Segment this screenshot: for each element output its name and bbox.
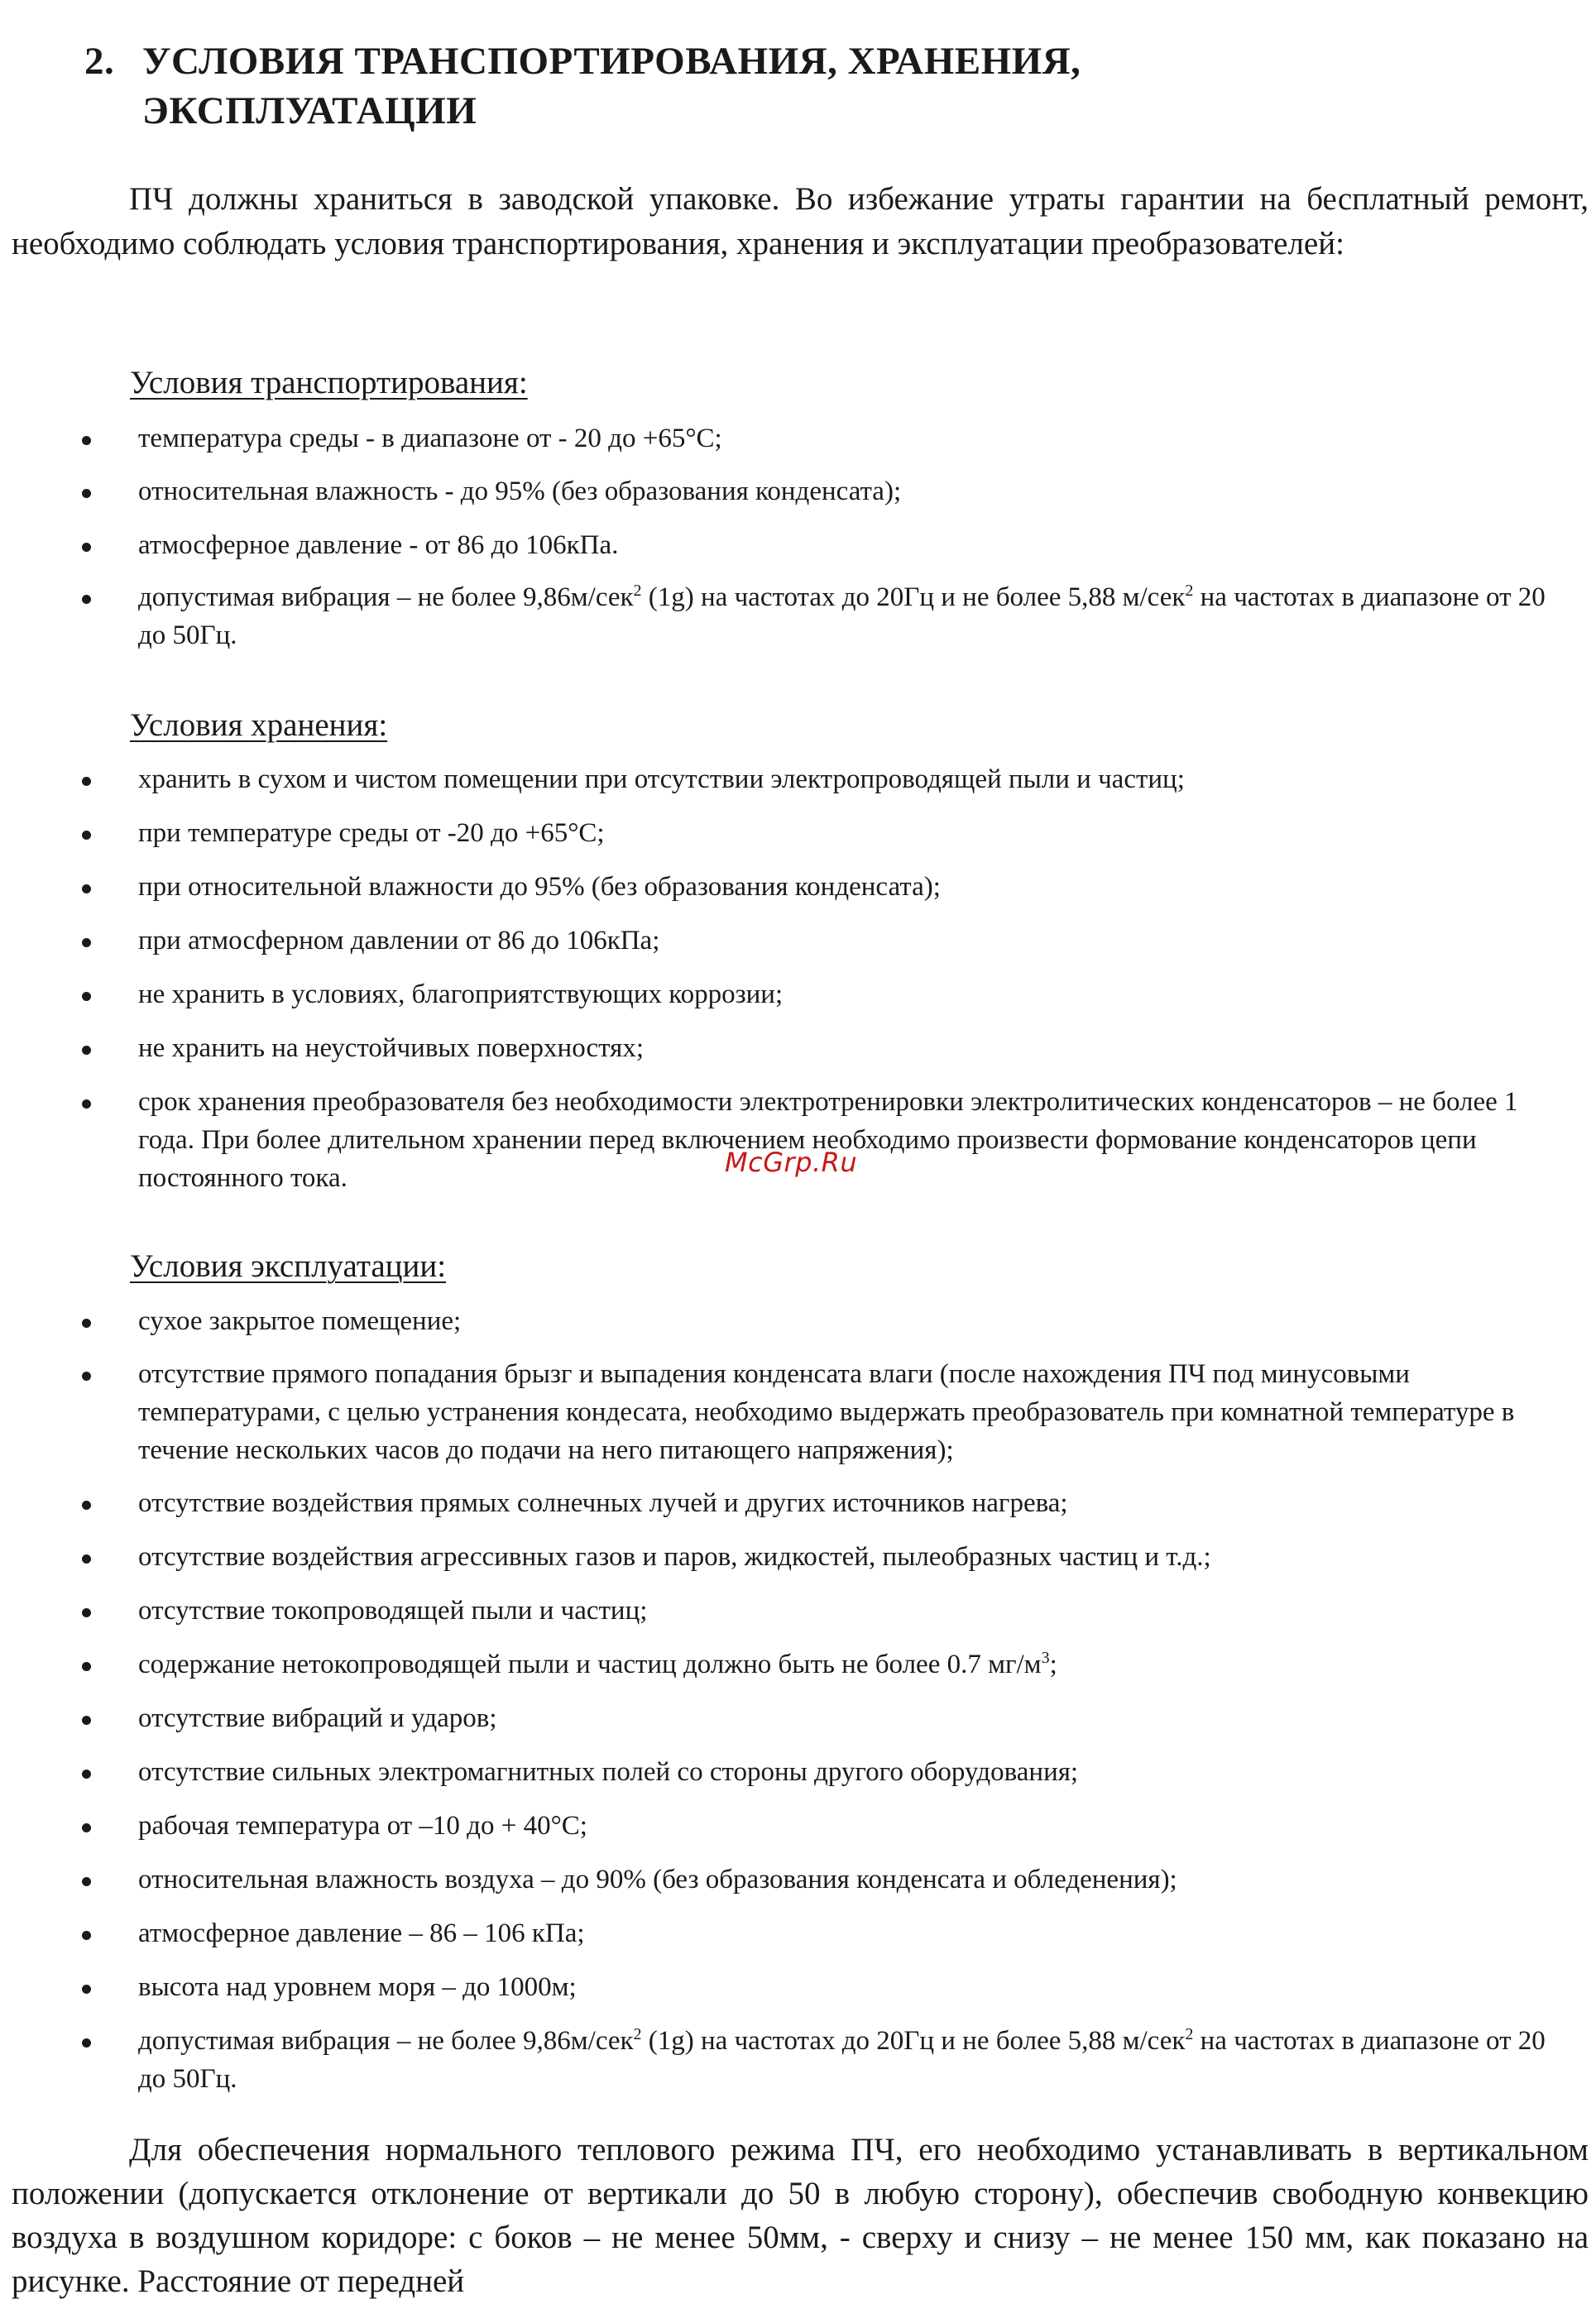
heading-line-2: ЭКСПЛУАТАЦИИ <box>142 89 477 132</box>
list-item <box>0 2022 1596 2098</box>
list-item <box>0 1914 1596 1952</box>
bullet-icon <box>82 1931 91 1940</box>
list-item <box>0 526 1596 564</box>
list-item <box>0 814 1596 852</box>
transport-list <box>0 419 1596 654</box>
list-item <box>0 1592 1596 1630</box>
list-item-text: не хранить в условиях, благоприятствующих коррозии; <box>138 979 784 1009</box>
bullet-icon <box>82 489 91 498</box>
bullet-icon <box>82 1608 91 1617</box>
list-item-text: при температуре среды от -20 до +65°С; <box>138 818 605 848</box>
bullet-icon <box>82 992 91 1001</box>
storage-list <box>0 760 1596 1197</box>
list-item <box>0 760 1596 798</box>
list-item <box>0 1355 1596 1469</box>
list-item <box>0 1538 1596 1576</box>
bullet-icon <box>82 831 91 840</box>
list-item-text: отсутствие вибраций и ударов; <box>138 1703 497 1733</box>
list-item-text: рабочая температура от –10 до + 40°С; <box>138 1811 587 1841</box>
list-item-text: отсутствие сильных электромагнитных полей со стороны другого оборудования; <box>138 1757 1079 1787</box>
storage-title: Условия хранения: <box>130 707 388 743</box>
bullet-icon <box>82 938 91 947</box>
bullet-icon <box>82 1099 91 1109</box>
list-item-text: допустимая вибрация – не более 9,86м/сек$^2$ (1g) на частотах до 20Гц и не более 5,88 м/сек$^2$ на частотах в диапазоне от 20 до 50Гц. <box>138 2025 1546 2094</box>
list-item-text: отсутствие воздействия агрессивных газов и паров, жидкостей, пылеобразных частиц и т.д.; <box>138 1542 1211 1572</box>
bullet-icon <box>82 1770 91 1779</box>
bullet-icon <box>82 1716 91 1725</box>
list-item-text: при относительной влажности до 95% (без образования конденсата); <box>138 872 941 902</box>
bullet-icon <box>82 777 91 786</box>
list-item-text: сухое закрытое помещение; <box>138 1306 462 1336</box>
list-item-text: атмосферное давление – 86 – 106 кПа; <box>138 1918 585 1948</box>
list-item <box>0 868 1596 906</box>
bullet-icon <box>82 543 91 552</box>
bullet-icon <box>82 1985 91 1994</box>
list-item <box>0 1699 1596 1737</box>
list-item-text: относительная влажность воздуха – до 90% (без образования конденсата и обледенения); <box>138 1865 1177 1894</box>
section-number: 2. <box>84 40 115 83</box>
list-item <box>0 1484 1596 1522</box>
bullet-icon <box>82 1554 91 1564</box>
list-item-text: атмосферное давление - от 86 до 106кПа. <box>138 530 619 560</box>
list-item-text: хранить в сухом и чистом помещении при отсутствии электропроводящей пыли и частиц; <box>138 764 1185 794</box>
list-item <box>0 419 1596 457</box>
list-item-text: отсутствие воздействия прямых солнечных лучей и других источников нагрева; <box>138 1488 1068 1518</box>
bullet-icon <box>82 595 91 604</box>
list-item <box>0 472 1596 510</box>
list-item-text: отсутствие прямого попадания брызг и выпадения конденсата влаги (после нахождения ПЧ под минусовыми температурами, с целью устранения кондесата, необходимо выдержать преобразователь при комнатной температуре в течение нескольких часов до подачи на него питающего напряжения); <box>138 1359 1515 1465</box>
bullet-icon <box>82 1501 91 1510</box>
transport-title: Условия транспортирования: <box>130 365 528 400</box>
bullet-icon <box>82 1823 91 1832</box>
intro-paragraph: ПЧ должны храниться в заводской упаковке. Во избежание утраты гарантии на бесплатный ремонт, необходимо соблюдать условия транспортирования, хранения и эксплуатации преобразователей: <box>12 181 1589 261</box>
bullet-icon <box>82 1877 91 1886</box>
list-item <box>0 1968 1596 2006</box>
list-item <box>0 975 1596 1013</box>
list-item-text: содержание нетокопроводящей пыли и частиц должно быть не более 0.7 $мг/м^3$; <box>138 1649 1057 1679</box>
list-item-text: срок хранения преобразователя без необходимости электротренировки электролитических конденсаторов – не более 1 года. При более длительном хранении перед включением необходимо произвести формование конденсаторов цепи постоянного тока. <box>138 1087 1518 1193</box>
closing-paragraph: Для обеспечения нормального теплового режима ПЧ, его необходимо устанавливать в вертикальном положении (допускается отклонение от вертикали до 50 в любую сторону), обеспечив свободную конвекцию воздуха в воздушном коридоре: с боков – не менее 50мм, - сверху и снизу – не менее 150 мм, как показано на рисунке. Расстояние от передней <box>12 2132 1589 2299</box>
list-item <box>0 578 1596 654</box>
list-item-text: отсутствие токопроводящей пыли и частиц; <box>138 1596 648 1626</box>
section-heading <box>84 36 1081 136</box>
list-item-text: высота над уровнем моря – до 1000м; <box>138 1972 577 2002</box>
operation-list <box>0 1302 1596 2098</box>
list-item <box>0 1807 1596 1845</box>
operation-title: Условия эксплуатации: <box>130 1248 447 1284</box>
list-item <box>0 1753 1596 1791</box>
list-item-text: допустимая вибрация – не более 9,86м/сек$^2$ (1g) на частотах до 20Гц и не более 5,88 м/сек$^2$ на частотах в диапазоне от 20 до 50Гц. <box>138 582 1546 650</box>
list-item <box>0 1083 1596 1197</box>
list-item-text: относительная влажность - до 95% (без образования конденсата); <box>138 477 902 506</box>
list-item-text: температура среды - в диапазоне от - 20 до +65°С; <box>138 424 722 453</box>
list-item <box>0 1302 1596 1340</box>
list-item <box>0 1861 1596 1899</box>
bullet-icon <box>82 884 91 893</box>
bullet-icon <box>82 1662 91 1671</box>
bullet-icon <box>82 1046 91 1055</box>
heading-line-1: УСЛОВИЯ ТРАНСПОРТИРОВАНИЯ, ХРАНЕНИЯ, <box>142 40 1081 83</box>
bullet-icon <box>82 1319 91 1328</box>
bullet-icon <box>82 2038 91 2048</box>
bullet-icon <box>82 1372 91 1381</box>
list-item <box>0 1029 1596 1067</box>
list-item <box>0 1645 1596 1684</box>
list-item-text: не хранить на неустойчивых поверхностях; <box>138 1033 644 1063</box>
watermark: McGrp.Ru <box>725 1147 858 1178</box>
bullet-icon <box>82 436 91 445</box>
list-item-text: при атмосферном давлении от 86 до 106кПа; <box>138 926 660 956</box>
list-item <box>0 922 1596 960</box>
